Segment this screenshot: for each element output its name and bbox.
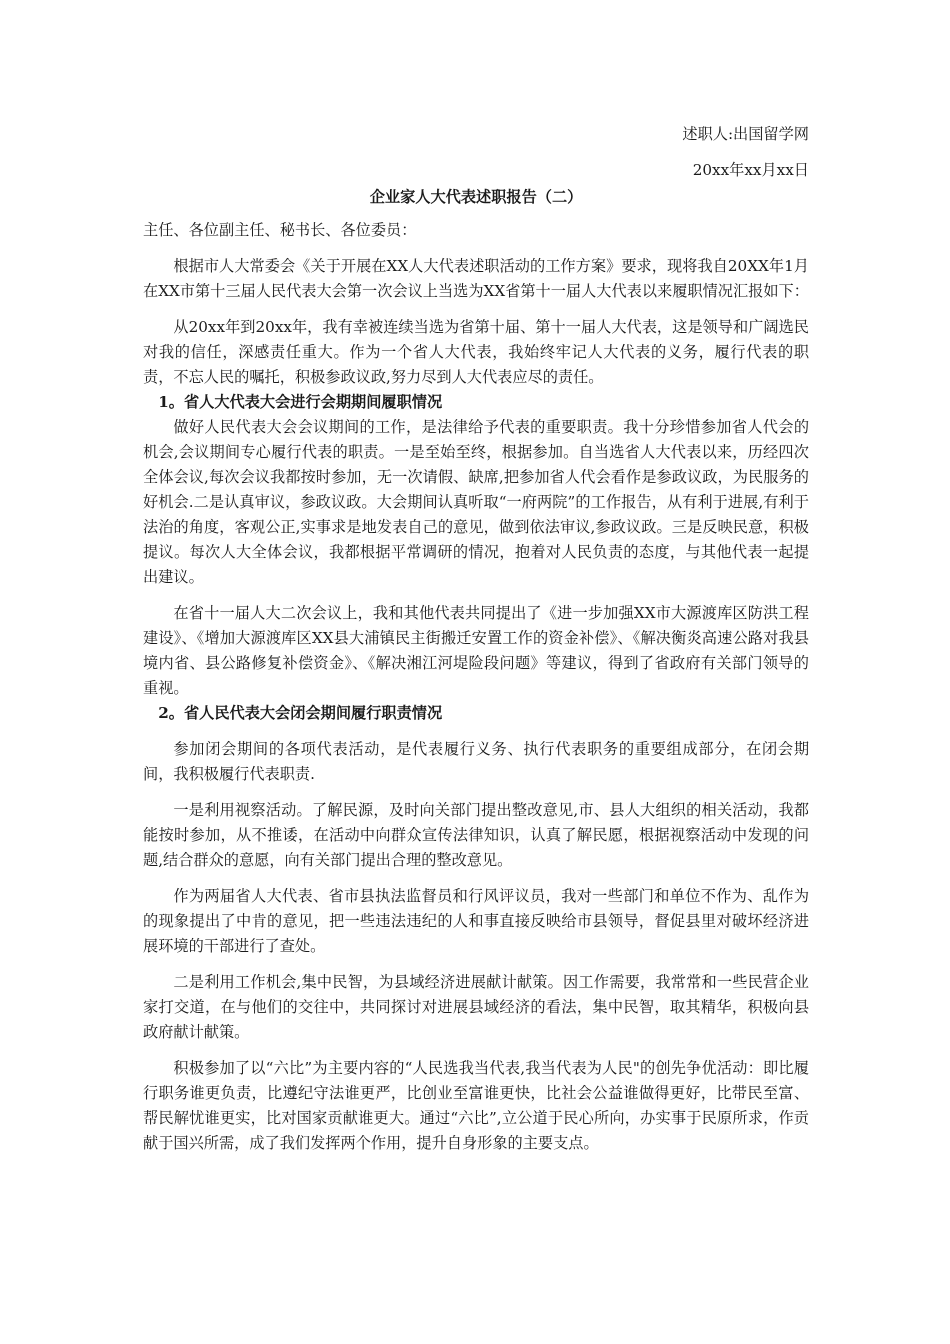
paragraph-session-duties: 做好人民代表大会会议期间的工作，是法律给予代表的重要职责。我十分珍惜参加省人代会的机会,会议期间专心履行代表的职责。一是至始至终，根据参加。自当选省人大代表以来，历经四次全体会议,每次会议我都按时参加，无一次请假、缺席,把参加省人代会看作是参政议政，为民服务的好机会.二是认真审议，参政议政。大会期间认真听取“一府两院”的工作报告，从有利于进展,有利于法治的角度，客观公正,实事求是地发表自己的意见，做到依法审议,参政议政。三是反映民意，积极提议。每次人大全体会议，我都根据平常调研的情况，抱着对人民负责的态度，与其他代表一起提出建议。 <box>143 418 809 586</box>
paragraph-recess-duties: 参加闭会期间的各项代表活动，是代表履行义务、执行代表职务的重要组成部分，在闭会期间，我积极履行代表职责. <box>143 740 809 783</box>
paragraph-inspection: 一是利用视察活动。了解民源，及时向关部门提出整改意见,市、县人大组织的相关活动，我都能按时参加，从不推诿，在活动中向群众宣传法律知识，认真了解民愿，根据视察活动中发现的问题,结合群众的意愿，向有关部门提出合理的整改意见。 <box>143 801 809 869</box>
paragraph-supervision: 作为两届省人大代表、省市县执法监督员和行风评议员，我对一些部门和单位不作为、乱作为的现象提出了中肯的意见，把一些违法违纪的人和事直接反映给市县领导，督促县里对破坏经济进展环境的干部进行了查处。 <box>143 887 809 955</box>
document-title: 企业家人大代表述职报告（二） <box>369 188 583 206</box>
salutation: 主任、各位副主任、秘书长、各位委员： <box>143 221 417 239</box>
section-heading-2: 2。省人民代表大会闭会期间履行职责情况 <box>158 704 443 722</box>
document-body <box>143 122 809 1156</box>
paragraph-intro: 根据市人大常委会《关于开展在XX人大代表述职活动的工作方案》要求，现将我自20XX年1月在XX市第十三届人民代表大会第一次会议上当选为XX省第十一届人大代表以来履职情况汇报如下： <box>143 257 809 300</box>
date-line: 20xx年xx月xx日 <box>692 161 809 179</box>
paragraph-six-comparisons: 积极参加了以“六比”为主要内容的“人民选我当代表,我当代表为人民"的创先争优活动：即比履行职务谁更负责，比遵纪守法谁更严，比创业至富谁更快，比社会公益谁做得更好，比带民至富、帮民解忧谁更实，比对国家贡献谁更大。通过“六比”,立公道于民心所向，办实事于民原所求，作贡献于国兴所需，成了我们发挥两个作用，提升自身形象的主要支点。 <box>143 1059 809 1152</box>
paragraph-background: 从20xx年到20xx年，我有幸被连续当选为省第十届、第十一届人大代表，这是领导和广阔选民对我的信任，深感责任重大。作为一个省人大代表，我始终牢记人大代表的义务，履行代表的职责，不忘人民的嘱托，积极参政议政,努力尽到人大代表应尽的责任。 <box>143 318 809 386</box>
speaker-line: 述职人:出国留学网 <box>682 125 809 143</box>
section-heading-1: 1。省人大代表大会进行会期期间履职情况 <box>158 393 443 411</box>
paragraph-advice: 二是利用工作机会,集中民智，为县域经济进展献计献策。因工作需要，我常常和一些民营企业家打交道，在与他们的交往中，共同探讨对进展县域经济的看法，集中民智，取其精华，积极向县政府献计献策。 <box>143 973 809 1041</box>
paragraph-proposals: 在省十一届人大二次会议上，我和其他代表共同提出了《进一步加强XX市大源渡库区防洪工程建设》、《增加大源渡库区XX县大浦镇民主街搬迁安置工作的资金补偿》、《解决衡炎高速公路对我县境内省、县公路修复补偿资金》、《解决湘江河堤险段问题》等建议，得到了省政府有关部门领导的重视。 <box>143 604 809 697</box>
